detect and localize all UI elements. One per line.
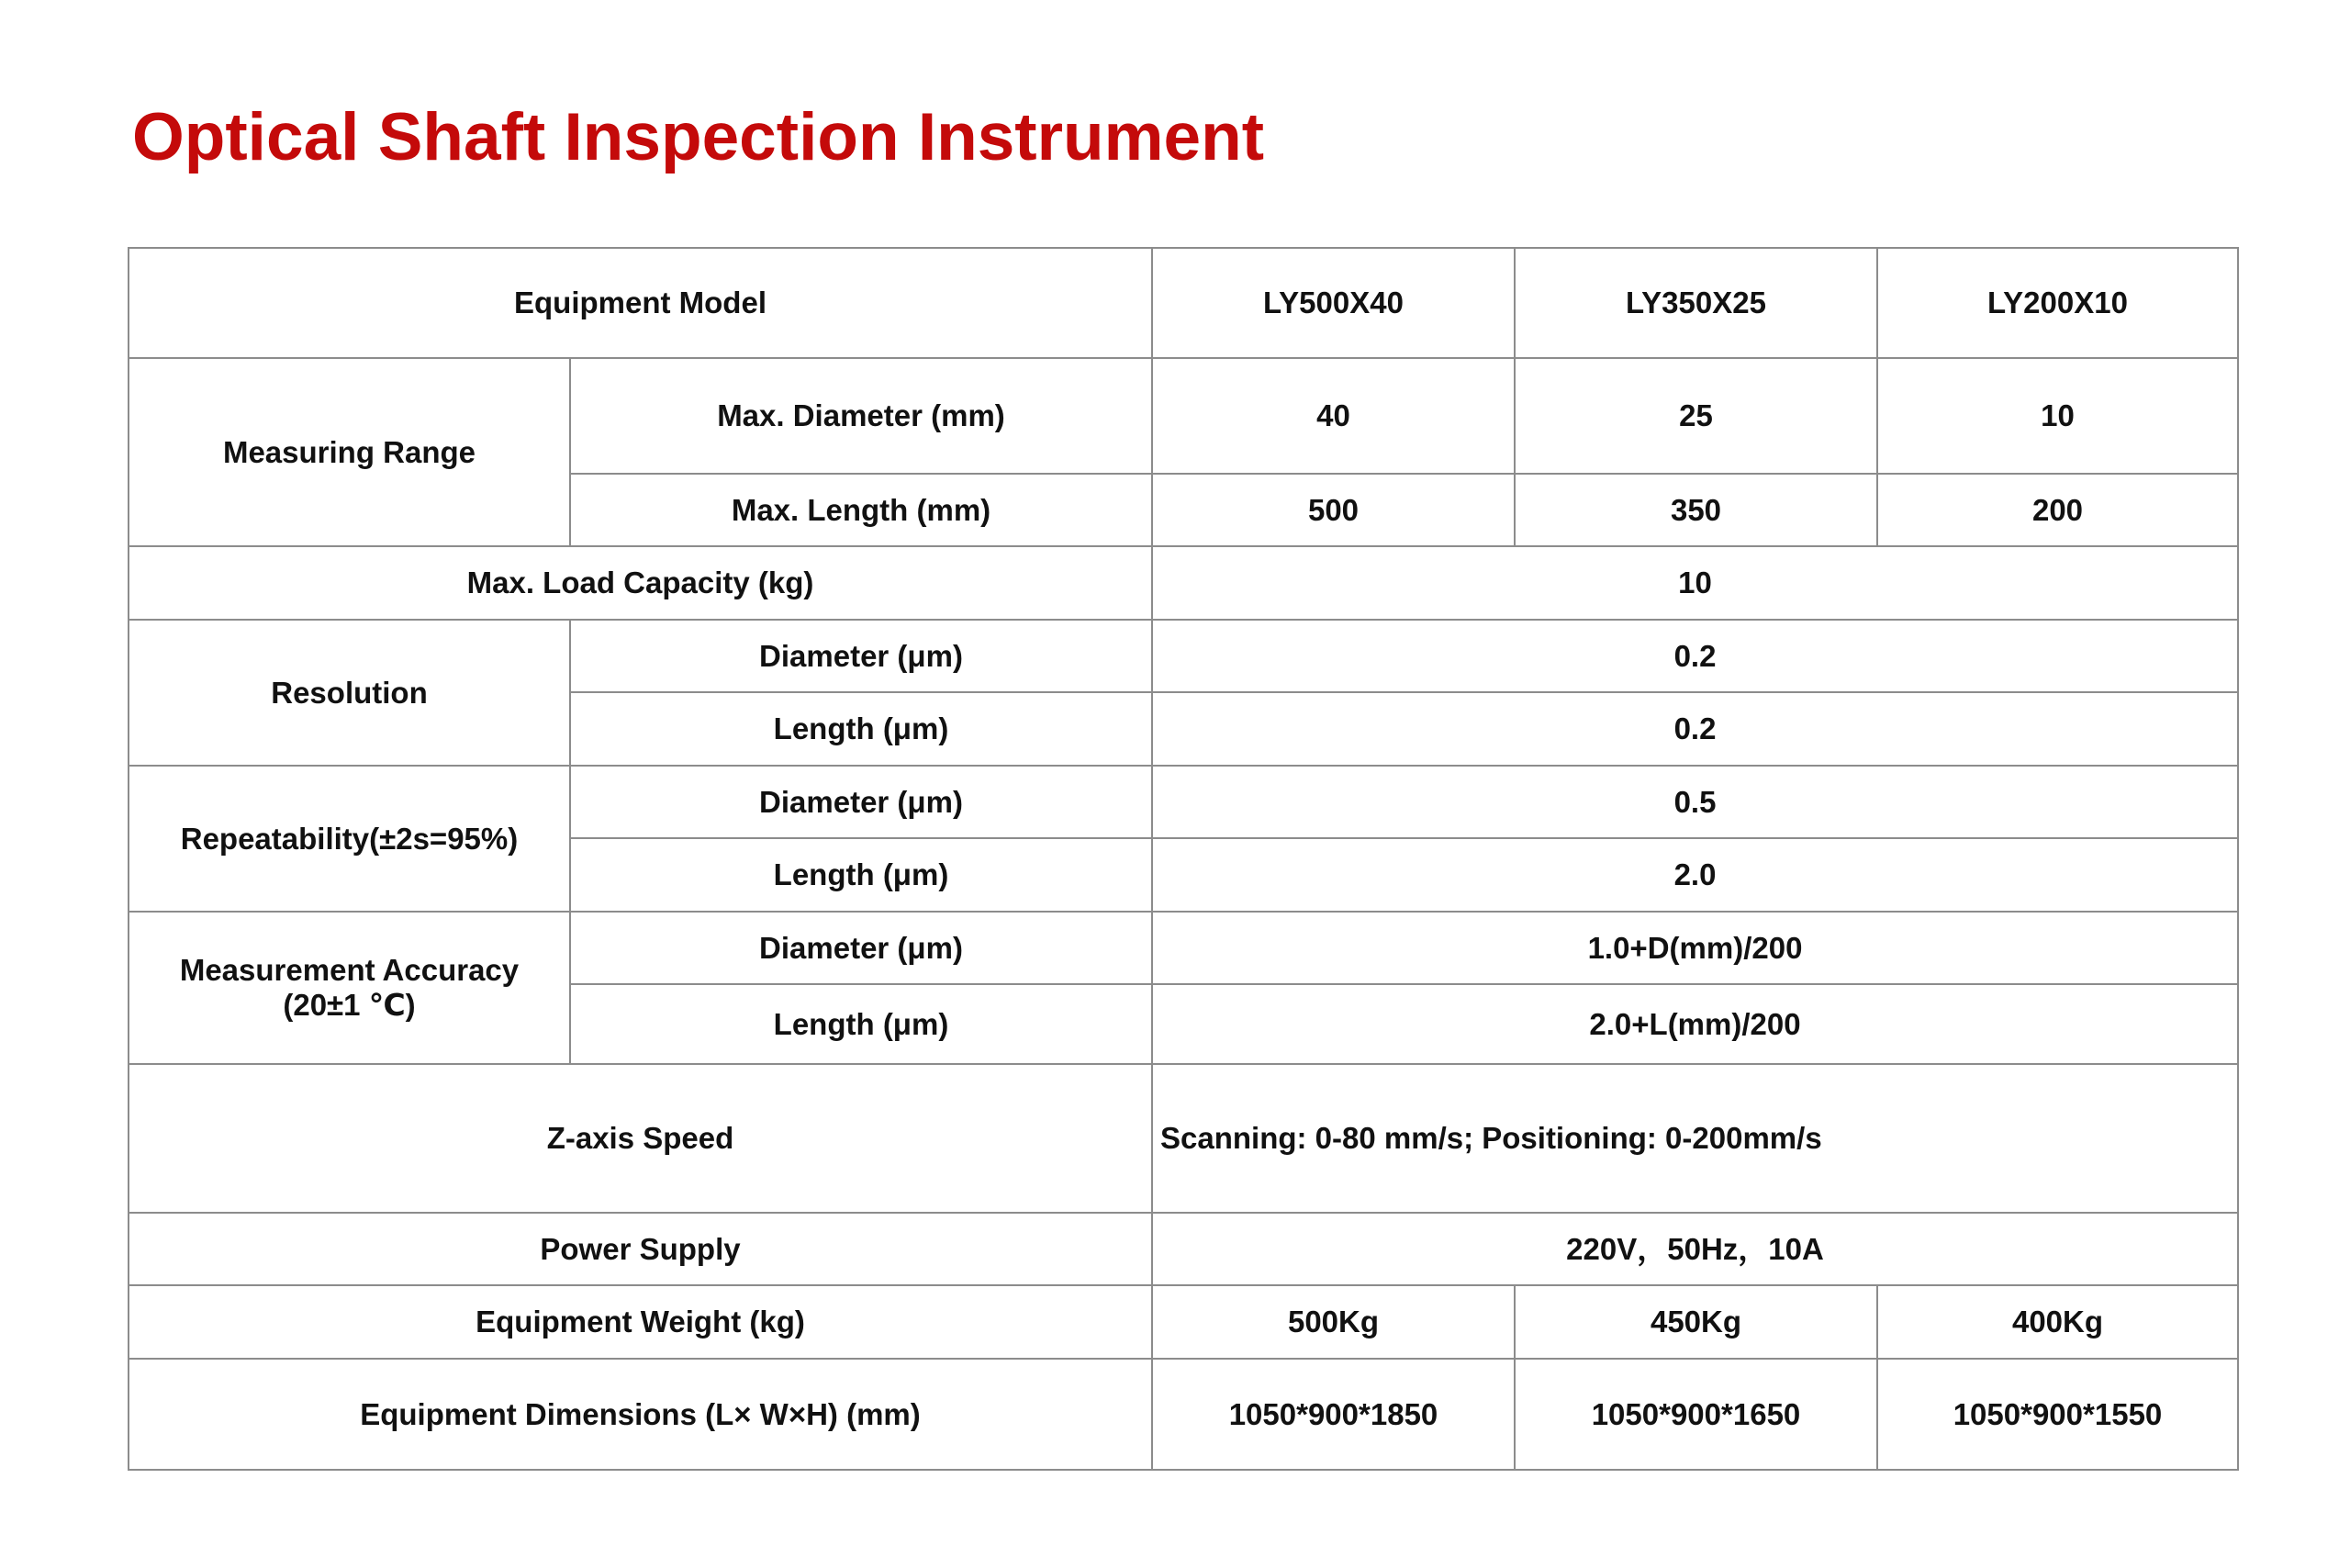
max-load-label: Max. Load Capacity (kg) xyxy=(129,546,1152,620)
accuracy-label xyxy=(129,912,570,1064)
row-accuracy-diameter xyxy=(129,912,2238,984)
power-supply-value: 220V，50Hz，10A xyxy=(1152,1213,2238,1285)
row-resolution-diameter xyxy=(129,620,2238,692)
max-length-value-3: 200 xyxy=(1877,474,2238,546)
max-diameter-value-3: 10 xyxy=(1877,358,2238,474)
z-axis-speed-value: Scanning: 0-80 mm/s; Positioning: 0-200mm/s xyxy=(1152,1064,2238,1213)
page-title: Optical Shaft Inspection Instrument xyxy=(132,100,1265,174)
max-length-label: Max. Length (mm) xyxy=(570,474,1152,546)
equipment-dimensions-value-2: 1050*900*1650 xyxy=(1515,1359,1877,1470)
repeatability-length-label: Length (μm) xyxy=(570,838,1152,912)
max-length-value-2: 350 xyxy=(1515,474,1877,546)
repeatability-diameter-value: 0.5 xyxy=(1152,766,2238,838)
row-power-supply xyxy=(129,1213,2238,1285)
row-z-axis-speed xyxy=(129,1064,2238,1213)
equipment-model-label: Equipment Model xyxy=(129,248,1152,358)
repeatability-length-value: 2.0 xyxy=(1152,838,2238,912)
accuracy-label-line2: (20±1 ℃) xyxy=(283,988,416,1022)
equipment-weight-value-2: 450Kg xyxy=(1515,1285,1877,1359)
max-load-value: 10 xyxy=(1152,546,2238,620)
model-name-3: LY200X10 xyxy=(1877,248,2238,358)
equipment-dimensions-value-1: 1050*900*1850 xyxy=(1152,1359,1515,1470)
equipment-dimensions-value-3: 1050*900*1550 xyxy=(1877,1359,2238,1470)
repeatability-label: Repeatability(±2s=95%) xyxy=(129,766,570,912)
resolution-label: Resolution xyxy=(129,620,570,766)
equipment-weight-value-1: 500Kg xyxy=(1152,1285,1515,1359)
equipment-weight-value-3: 400Kg xyxy=(1877,1285,2238,1359)
z-axis-speed-label: Z-axis Speed xyxy=(129,1064,1152,1213)
max-diameter-value-2: 25 xyxy=(1515,358,1877,474)
measuring-range-label: Measuring Range xyxy=(129,358,570,546)
accuracy-diameter-value: 1.0+D(mm)/200 xyxy=(1152,912,2238,984)
resolution-diameter-value: 0.2 xyxy=(1152,620,2238,692)
row-repeatability-diameter xyxy=(129,766,2238,838)
accuracy-length-value: 2.0+L(mm)/200 xyxy=(1152,984,2238,1064)
resolution-diameter-label: Diameter (μm) xyxy=(570,620,1152,692)
accuracy-diameter-label: Diameter (μm) xyxy=(570,912,1152,984)
spec-table xyxy=(128,247,2239,1471)
row-equipment-model xyxy=(129,248,2238,358)
power-supply-label: Power Supply xyxy=(129,1213,1152,1285)
resolution-length-value: 0.2 xyxy=(1152,692,2238,766)
row-equipment-dimensions xyxy=(129,1359,2238,1470)
model-name-1: LY500X40 xyxy=(1152,248,1515,358)
max-diameter-value-1: 40 xyxy=(1152,358,1515,474)
repeatability-diameter-label: Diameter (μm) xyxy=(570,766,1152,838)
row-equipment-weight xyxy=(129,1285,2238,1359)
row-max-diameter xyxy=(129,358,2238,474)
accuracy-label-line1: Measurement Accuracy xyxy=(179,953,520,987)
model-name-2: LY350X25 xyxy=(1515,248,1877,358)
accuracy-length-label: Length (μm) xyxy=(570,984,1152,1064)
resolution-length-label: Length (μm) xyxy=(570,692,1152,766)
equipment-dimensions-label: Equipment Dimensions (L× W×H) (mm) xyxy=(129,1359,1152,1470)
equipment-weight-label: Equipment Weight (kg) xyxy=(129,1285,1152,1359)
row-max-load xyxy=(129,546,2238,620)
max-length-value-1: 500 xyxy=(1152,474,1515,546)
max-diameter-label: Max. Diameter (mm) xyxy=(570,358,1152,474)
